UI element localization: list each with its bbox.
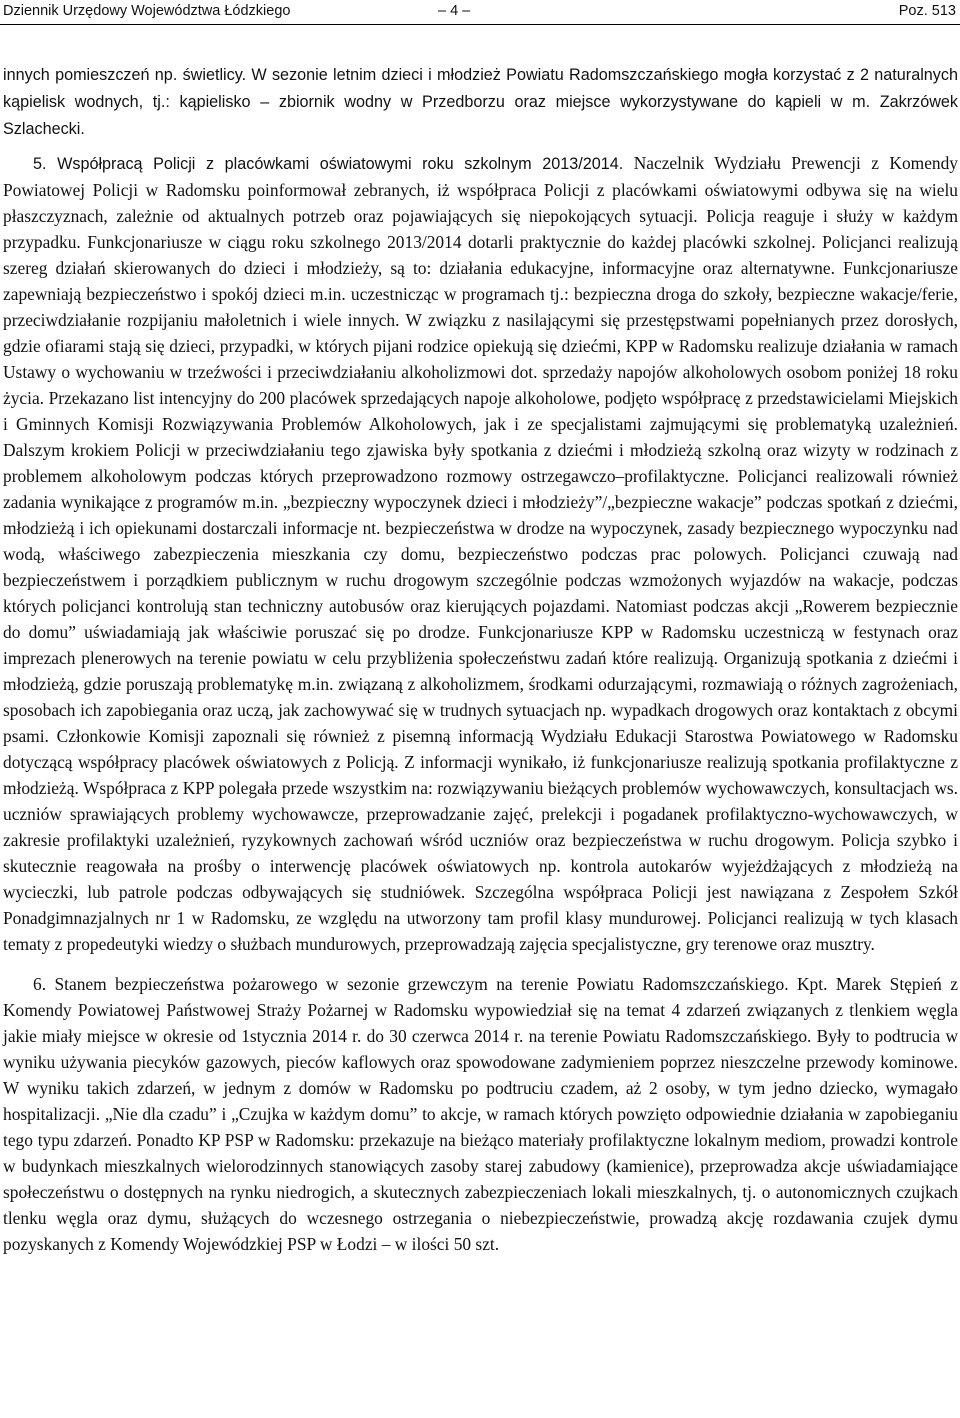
page-header (0, 0, 960, 26)
section-5-heading: 5. Współpracą Policji z placówkami oświatowymi roku szkolnym 2013/2014. (33, 155, 624, 173)
position-number: Poz. 513 (898, 3, 956, 19)
section-5-paragraph (3, 150, 958, 957)
intro-text: innych pomieszczeń np. świetlicy. W sezonie letnim dzieci i młodzież Powiatu Radomszczańskiego mogła korzystać z 2 naturalnych kąpielisk wodnych, tj.: kąpielisko – zbiornik wodny w Przedborzu oraz miejsce wykorzystywane do kąpieli w m. Zakrzówek Szlachecki. (3, 66, 958, 138)
section-5-body: Naczelnik Wydziału Prewencji z Komendy Powiatowej Policji w Radomsku poinformował zebranych, iż współpraca Policji z placówkami oświatowymi odbywa się na wielu płaszczyznach, zależnie od aktualnych potrzeb oraz pojawiających się niepokojących sytuacji. Policja reaguje i służy w każdym przypadku. Funkcjonariusze w ciągu roku szkolnego 2013/2014 dotarli praktycznie do każdej placówki szkolnej. Policjanci realizują szereg działań skierowanych do dzieci i młodzieży, są to: działania edukacyjne, informacyjne oraz alternatywne. Funkcjonariusze zapewniają bezpieczeństwo i spokój dzieci m.in. uczestnicząc w programach tj.: bezpieczna droga do szkoły, bezpieczne wakacje/ferie, przeciwdziałanie rozpijaniu małoletnich i wiele innych. W związku z nasilającymi się przestępstwami popełnianych przez dorosłych, gdzie ofiarami stają się dzieci, przypadki, w których pijani rodzice opiekują się dziećmi, KPP w Radomsku realizuje działania w ramach Ustawy o wychowaniu w trzeźwości i przeciwdziałaniu alkoholizmowi dot. sprzedaży napojów alkoholowych osobom poniżej 18 roku życia. Przekazano list intencyjny do 200 placówek sprzedających napoje alkoholowe, podjęto współpracę z przedstawicielami Miejskich i Gminnych Komisji Rozwiązywania Problemów Alkoholowych, jak i ze specjalistami zajmującymi się problematyką uzależnień. Dalszym krokiem Policji w przeciwdziałaniu tego zjawiska były spotkania z dziećmi i młodzieżą szkolną oraz wizyty w rodzinach z problemem alkoholowym podczas których przeprowadzono rozmowy ostrzegawczo–profilaktyczne. Policjanci realizowali również zadania wynikające z programów m.in. „bezpieczny wypoczynek dzieci i młodzieży”/„bezpieczne wakacje” podczas spotkań z dziećmi, młodzieżą i ich opiekunami dostarczali informacje nt. bezpieczeństwa w drodze na wypoczynek, zasady bezpiecznego wypoczynku nad wodą, właściwego zabezpieczenia mieszkania czy domu, bezpieczeństwo podczas prac polowych. Policjanci czuwają nad bezpieczeństwem i porządkiem publicznym w ruchu drogowym szczególnie podczas wzmożonych wyjazdów na wakacje, podczas których policjanci kontrolują stan techniczny autobusów oraz kierujących pojazdami. Natomiast podczas akcji „Rowerem bezpiecznie do domu” uświadamiają jak właściwie poruszać się po drodze. Funkcjonariusze KPP w Radomsku uczestniczą w festynach oraz imprezach plenerowych na terenie powiatu w celu przybliżenia społeczeństwu zadań które realizują. Organizują spotkania z dziećmi i młodzieżą, gdzie poruszają problematykę m.in. związaną z alkoholizmem, środkami odurzającymi, rozmawiają o różnych zagrożeniach, sposobach ich zapobiegania oraz uczą, jak zachowywać się w trudnych sytuacjach np. wypadkach drogowych oraz kontaktach z obcymi psami. Członkowie Komisji zapoznali się również z pisemną informacją Wydziału Edukacji Starostwa Powiatowego w Radomsku dotyczącą współpracy placówek oświatowych z Policją. Z informacji wynikało, iż funkcjonariusze realizują spotkania profilaktyczne z młodzieżą. Współpraca z KPP polegała przede wszystkim na: rozwiązywaniu bieżących problemów wychowawczych, konsultacjach ws. uczniów sprawiających problemy wychowawcze, przeprowadzanie zajęć, prelekcji i pogadanek profilaktyczno-wychowawczych, w zakresie profilaktyki uzależnień, ryzykownych zachowań wśród uczniów oraz bezpieczeństwa w ruchu drogowym. Policja szybko i skutecznie reagowała na prośby o interwencję placówek oświatowych np. kontrola autokarów wyjeżdżających z młodzieżą na wycieczki, lub patrole podczas odbywających się studniówek. Szczególna współpraca Policji jest nawiązana z Zespołem Szkół Ponadgimnazjalnych nr 1 w Radomsku, ze względu na utworzony tam profil klasy mundurowej. Policjanci realizują w tych klasach tematy z propedeutyki wiedzy o służbach mundurowych, przeprowadzają zajęcia specjalistyczne, gry terenowe oraz musztry. (3, 153, 958, 954)
section-6-text: 6. Stanem bezpieczeństwa pożarowego w sezonie grzewczym na terenie Powiatu Radomszczańskiego. Kpt. Marek Stępień z Komendy Powiatowej Państwowej Straży Pożarnej w Radomsku wypowiedział się na temat 4 zdarzeń związanych z tlenkiem węgla jakie miały miejsce w okresie od 1stycznia 2014 r. do 30 czerwca 2014 r. na terenie Powiatu Radomszczańskiego. Były to podtrucia w wyniku używania piecyków gazowych, pieców kaflowych oraz spowodowane zadymieniem poprzez nieszczelne przewody kominowe. W wyniku takich zdarzeń, w jednym z domów w Radomsku po podtruciu czadem, aż 2 osoby, w tym jedno dziecko, wymagało hospitalizacji. „Nie dla czadu” i „Czujka w każdym domu” to akcje, w ramach których powzięto odpowiednie działania w zapobieganiu tego typu zdarzeń. Ponadto KP PSP w Radomsku: przekazuje na bieżąco materiały profilaktyczne lokalnym mediom, prowadzi kontrole w budynkach mieszkalnych wielorodzinnych stanowiących zasoby starej zabudowy (kamienice), przeprowadza akcje uświadamiające społeczeństwu o dostępnych na rynku niedrogich, a skutecznych zabezpieczeniach lokali mieszkalnych, tj. o autonomicznych czujkach tlenku węgla oraz dymu, służących do wczesnego ostrzegania o niebezpieczeństwie, prowadzą akcję rozdawania czujek dymu pozyskanych z Komendy Wojewódzkiej PSP w Łodzi – w ilości 50 szt. (3, 974, 958, 1254)
journal-title: Dziennik Urzędowy Województwa Łódzkiego (3, 3, 291, 19)
page-number: – 4 – (438, 3, 471, 19)
document-body (3, 61, 958, 1257)
header-rule (0, 24, 960, 25)
intro-paragraph (3, 61, 958, 142)
section-6-paragraph (3, 971, 958, 1257)
